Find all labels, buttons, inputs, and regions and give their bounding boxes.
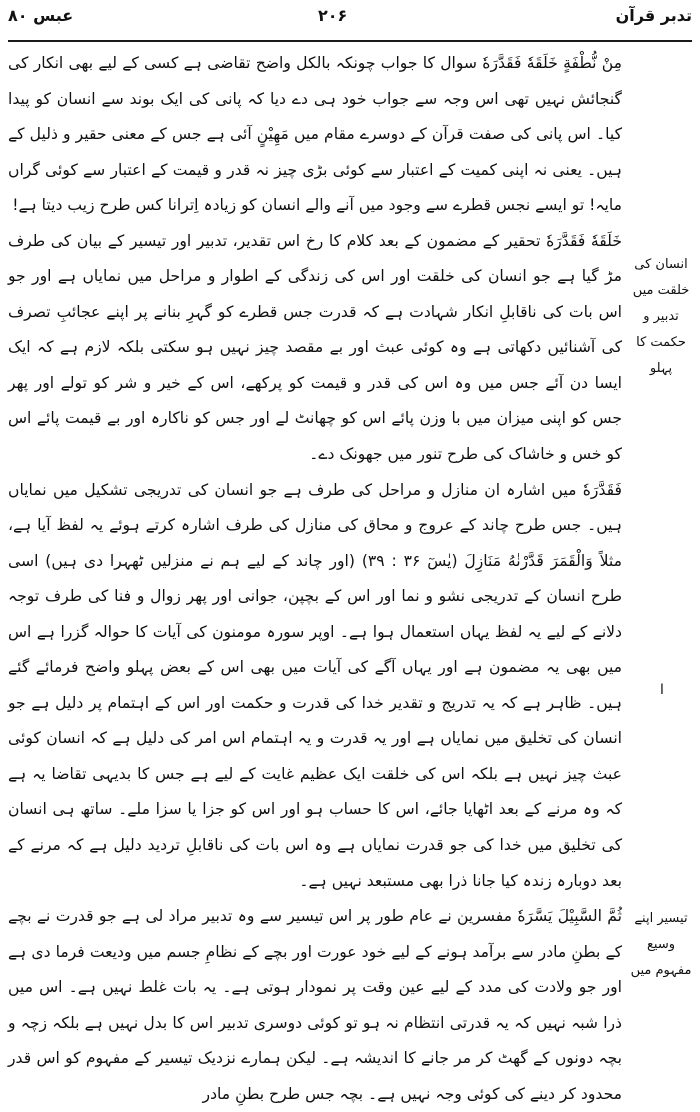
paragraph-nutfah: مِنْ نُّطْفَةٍ خَلَقَهٗ فَقَدَّرَهٗ سوال کا جواب چونکہ بالکل واضح تقاضی ہے کسی کے لیے بھی انکار کی گنجائش نہیں تھی اس وجہ سے جواب خود ہی دے دیا کہ پانی کی ایک بوند سے انسان کو پیدا کیا۔ اس پانی کی صفت قرآن کے دوسرے مقام میں مَهِيْنٍ آئی ہے جس کے معنی حقیر و ذلیل کے ہیں۔ یعنی نہ اپنی کمیت کے اعتبار سے کوئی بڑی چیز نہ قدر و قیمت کے اعتبار سے کوئی گراں مایہ! تو ایسے نجس قطرے سے وجود میں آنے والے انسان کو زیادہ اِترانا کس طرح زیب دیتا ہے! <box>8 54 622 215</box>
paragraph-faqaddarahu: فَقَدَّرَهٗ میں اشارہ ان منازل و مراحل کی طرف ہے جو انسان کی تدریجی تشکیل میں نمایاں ہیں۔ جس طرح چاند کے عروج و محاق کی منازل کی طرف اشارہ کرتے ہوئے یہ لفظ آیا ہے، مثلاً وَالْقَمَرَ قَدَّرْنٰهُ مَنَازِلَ (یٰسٓ ۳۶ : ۳۹) (اور چاند کے لیے ہم نے منزلیں ٹھہرا دی ہیں) اسی طرح انسان کے تدریجی نشو و نما اور اس کے بچپن، جوانی اور پھر زوال و فنا کی طرف توجہ دلانے کے لیے یہ لفظ یہاں استعمال ہوا ہے۔ اوپر سورہ مومنون کی آیات کا حوالہ گزرا ہے اس میں بھی یہ مضمون ہے اور یہاں آگے کی آیات میں بھی اس کے بعض پہلو واضح فرمائے گئے ہیں۔ ظاہر ہے کہ یہ تدریج و تقدیر خدا کی قدرت و حکمت اور اس کے اہتمام پر دلیل ہے جو انسان کی تخلیق میں نمایاں ہے اور یہ قدرت و یہ اہتمام اس امر کی دلیل ہے کہ انسان کوئی عبث چیز نہیں ہے بلکہ اس کی خلقت ایک عظیم غایت کے لیے ہے جس کا بدیہی تقاضا یہ ہے کہ وہ مرنے کے بعد اٹھایا جائے، اس کا حساب ہو اور اس کو جزا یا سزا ملے۔ ساتھ ہی انسان کی تخلیق میں خدا کی جو قدرت نمایاں ہے وہ اس بات کی ناقابلِ تردید دلیل ہے کہ مرنے کے بعد دوبارہ زندہ کیا جانا ذرا بھی مستبعد نہیں ہے۔ <box>8 480 622 890</box>
margin-mark: ا <box>660 682 664 698</box>
running-head-book-title: تدبر قرآن <box>615 6 692 25</box>
header-rule <box>8 40 692 42</box>
paragraph-khalaqahu: خَلَقَهٗ فَقَدَّرَهٗ تحقیر کے مضمون کے بعد کلام کا رخ اس تقدیر، تدبیر اور تیسیر کے بیان کی طرف مڑ گیا ہے جو انسان کی خلقت اور اس کی زندگی کے اطوار و مراحل میں نمایاں ہے اور جو اس بات کی ناقابلِ انکار شہادت ہے کہ قدرت جس قطرے کو گہرِ بنانے پر اپنے عجائبِ تصرف کی آشنائیں دکھاتی ہے وہ کوئی عبث اور بے مقصد چیز نہیں ہو سکتی بلکہ لازم ہے کہ ایک ایسا دن آئے جس میں وہ اس کی قدر و قیمت کو پرکھے، اس کے خیر و شر کو تولے اور پھر جس کو اپنی میزان میں با وزن پائے اس کو چھانٹ لے اور جس کو ناکارہ اور بے قیمت پائے اس کو خس و خاشاک کی طرح تنور میں جھونک دے۔ <box>8 231 622 464</box>
commentary-body <box>8 46 622 1112</box>
margin-note-creation-wisdom: انسان کی خلقت میں تدبیر و حکمت کا پہلو <box>632 257 690 376</box>
paragraph-sabeel: ثُمَّ السَّبِيْلَ يَسَّرَهٗ مفسرین نے عام طور پر اس تیسیر سے وہ تدبیر مراد لی ہے جو قدرت نے بچے کے بطنِ مادر سے برآمد ہونے کے لیے خود عورت اور بچے کے نظامِ جسم میں ودیعت فرما دی ہے اور جو ولادت کی مدد کے لیے عین وقت پر نمودار ہوتی ہے۔ یہ بات غلط نہیں ہے۔ اس میں ذرا شبہ نہیں کہ یہ قدرتی انتظام نہ ہو تو کوئی دوسری تدبیر اس کا بدل نہیں ہے بلکہ زچہ و بچہ دونوں کے گھٹ کر مر جانے کا اندیشہ ہے۔ لیکن ہمارے نزدیک تیسیر کے مفہوم کو اس قدر محدود کر دینے کی کوئی وجہ نہیں ہے۔ بچہ جس طرح بطنِ مادر <box>8 907 622 1103</box>
running-head-surah-ref: عبس ۸۰ <box>8 6 74 25</box>
margin-note-tayseer: تیسیر اپنے وسیع مفہوم میں <box>630 911 692 978</box>
page-number: ۲۰۶ <box>318 6 348 25</box>
